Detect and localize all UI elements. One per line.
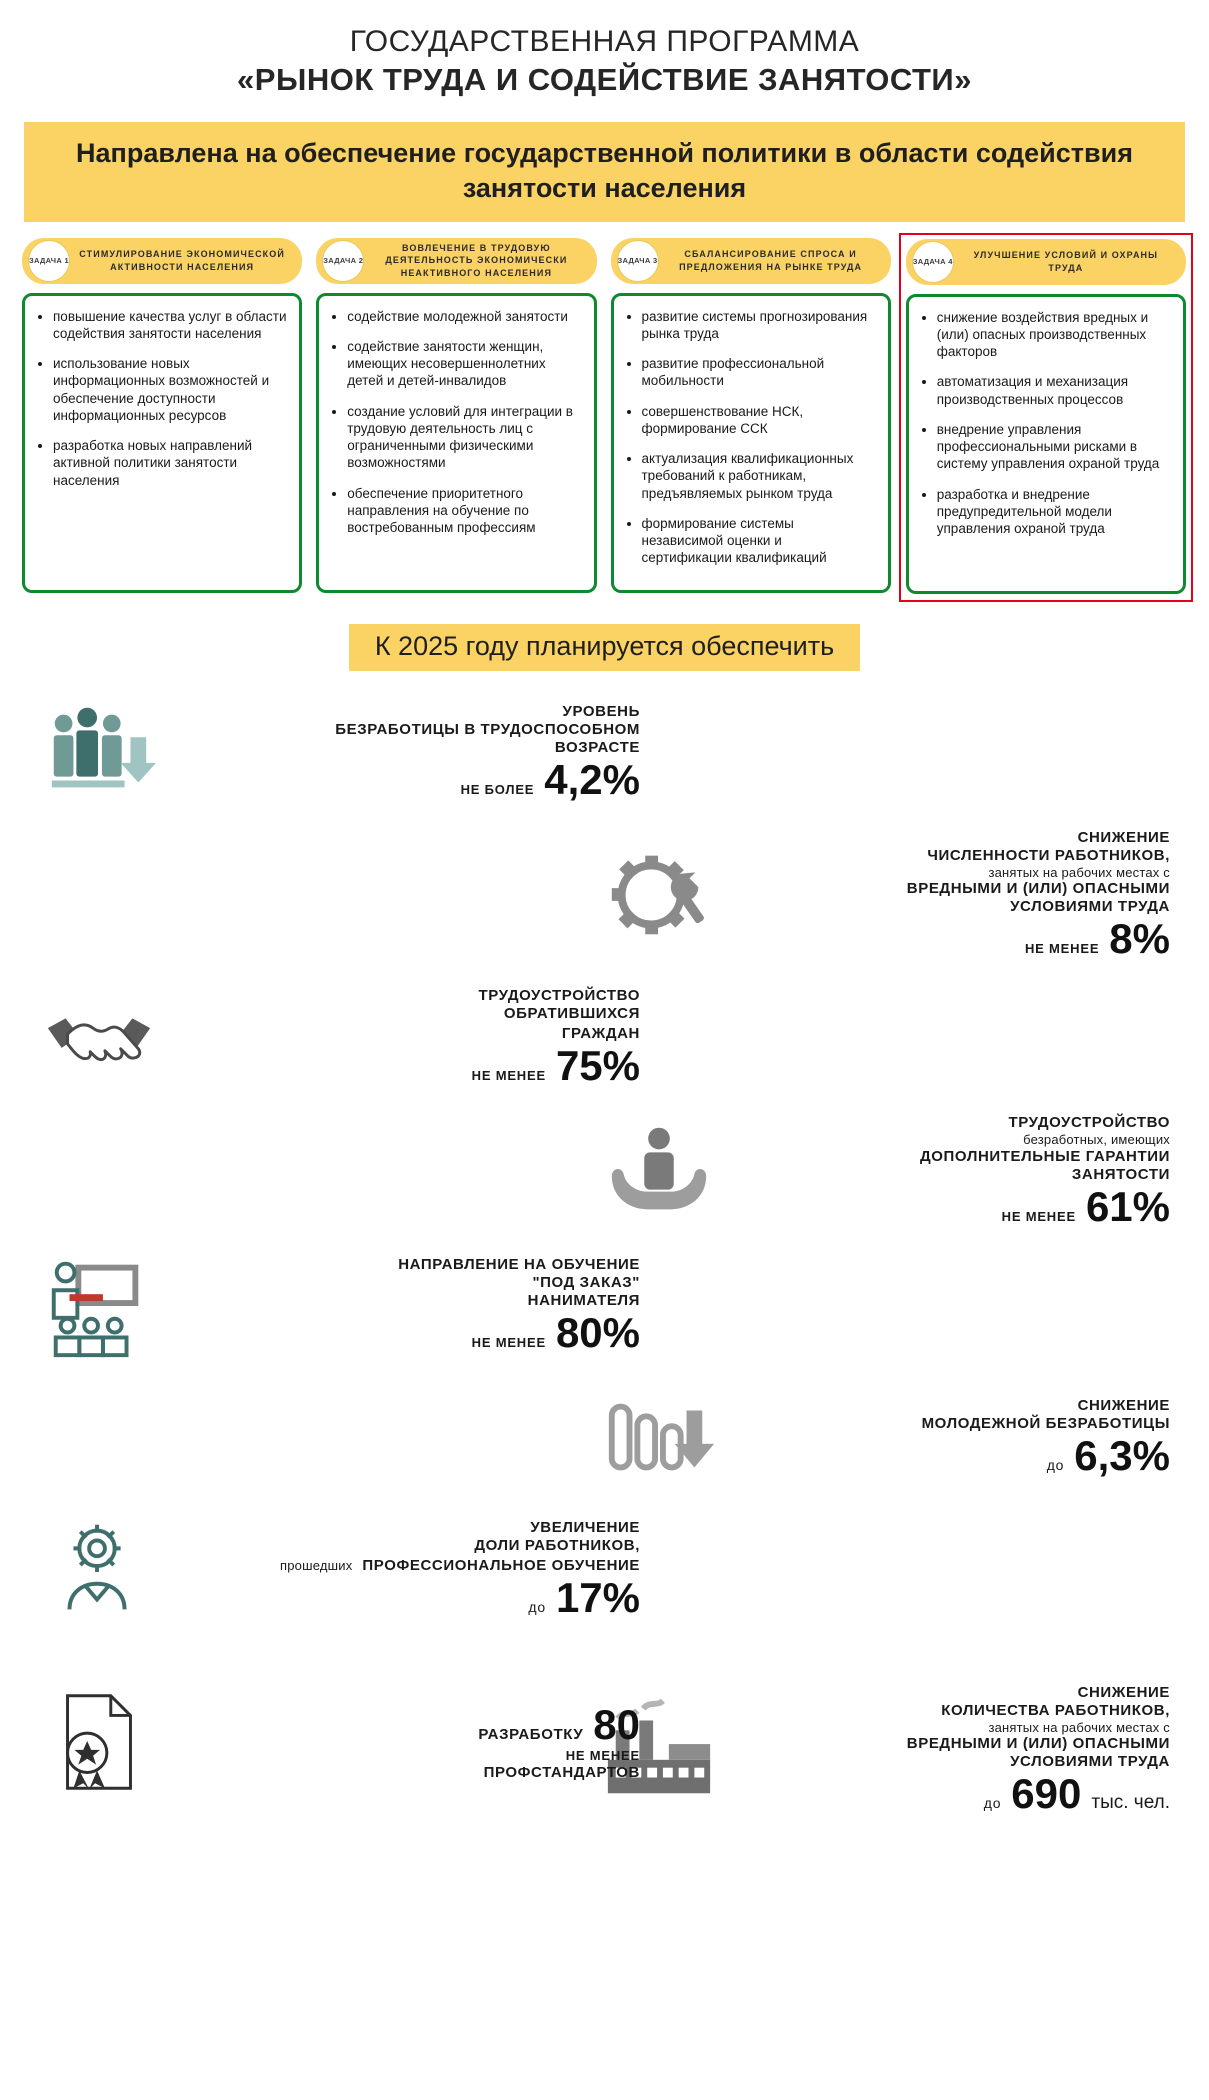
task-title-1: СТИМУЛИРОВАНИЕ ЭКОНОМИЧЕСКОЙ АКТИВНОСТИ НАСЕЛЕНИЯ [79,249,285,272]
indicator-training-on-demand [40,1250,640,1360]
handshake-icon [40,982,158,1092]
person-in-hands-icon [600,1116,718,1226]
indicator-youth-unemployment [600,1382,1170,1492]
indicator-harmful-workers-count [600,1684,1170,1816]
title-line-2: «РЫНОК ТРУДА И СОДЕЙСТВИЕ ЗАНЯТОСТИ» [237,61,972,97]
indicator-prefix: НЕ БОЛЕЕ [460,781,535,797]
people-arrow-down-icon [40,697,158,807]
task-item: • формирование системы независимой оценки и сертификации квалификаций [642,515,876,567]
task-badge-4: ЗАДАЧА 4 [912,241,954,283]
task-item: • разработка и внедрение предупредительной модели управления охраной труда [937,486,1171,538]
indicator-value: 61% [1085,1182,1170,1230]
indicator-line-2: ОБРАТИВШИХСЯ [503,1005,640,1023]
indicator-line-2: ПРОФСТАНДАРТОВ [483,1764,640,1782]
indicator-line-3: ГРАЖДАН [561,1025,640,1043]
task-item: • развитие профессиональной мобильности [642,355,876,390]
task-title-3: СБАЛАНСИРОВАНИЕ СПРОСА И ПРЕДЛОЖЕНИЯ НА РЫНКЕ ТРУДА [679,249,863,272]
indicator-text [732,829,1170,961]
task-body-3 [611,293,891,593]
indicator-additional-guarantees [600,1114,1170,1228]
task-item: • содействие молодежной занятости [347,308,581,325]
indicator-prefix: НЕ МЕНЕЕ [471,1068,546,1084]
indicator-line-4: ЗАНЯТОСТИ [1071,1165,1170,1183]
indicator-line-2: ДОЛИ РАБОТНИКОВ, [474,1536,640,1554]
indicator-line-4: ПРОФЕССИОНАЛЬНОЕ ОБУЧЕНИЕ [362,1556,640,1574]
indicator-prefix: НЕ МЕНЕЕ [1001,1208,1076,1224]
indicator-value: 4,2% [544,755,640,803]
indicator-value: 690 [1011,1770,1082,1818]
task-item: • обеспечение приоритетного направления на обучение по востребованным профессиям [347,485,581,537]
indicator-prefix: до [528,1598,546,1615]
subtitle-banner [24,122,1185,221]
task-item: • использование новых информационных возможностей и обеспечение доступности информационных ресурсов [53,355,287,424]
subtitle-banner-text: Направлена на обеспечение государственной политики в области содействия занятости населения [76,138,1133,203]
indicator-line-1: ТРУДОУСТРОЙСТВО [1008,1114,1170,1132]
indicator-line-3: занятых на рабочих местах с [988,1719,1170,1735]
indicator-line-1: УРОВЕНЬ [562,702,640,720]
task-header-3 [611,238,891,284]
task-header-1 [22,238,302,284]
indicator-line-2: ЧИСЛЕННОСТИ РАБОТНИКОВ, [927,846,1170,864]
indicator-text [732,1114,1170,1228]
indicator-line-2: "ПОД ЗАКАЗ" [532,1273,640,1291]
task-badge-3: ЗАДАЧА 3 [617,240,659,282]
task-item: • создание условий для интеграции в трудовую деятельность лиц с ограниченными физическими возможностями [347,403,581,472]
indicator-line-1: НАПРАВЛЕНИЕ НА ОБУЧЕНИЕ [398,1255,640,1273]
indicator-text [732,1397,1170,1477]
indicator-line-3: прошедших [279,1557,353,1573]
indicator-text [172,1519,640,1619]
task-card-3 [611,238,891,593]
gear-person-icon [40,1514,158,1624]
task-card-2 [316,238,596,593]
indicator-profstandards [40,1687,640,1797]
indicator-unemployment-level [40,697,640,807]
indicator-value: 8% [1109,915,1170,963]
indicator-value: 80 [593,1701,640,1749]
goal-banner: К 2025 году планируется обеспечить [349,624,860,671]
title-line-1: ГОСУДАРСТВЕННАЯ ПРОГРАММА [349,25,860,58]
task-item: • разработка новых направлений активной политики занятости населения [53,437,287,489]
task-body-2 [316,293,596,593]
task-item: • снижение воздействия вредных и (или) опасных производственных факторов [937,309,1171,361]
goal-banner-wrap [0,624,1209,671]
indicator-line-5: УСЛОВИЯМИ ТРУДА [1010,898,1170,916]
task-badge-2: ЗАДАЧА 2 [322,240,364,282]
task-header-2 [316,238,596,284]
task-item: • развитие системы прогнозирования рынка труда [642,308,876,343]
indicator-prefix: до [1046,1456,1065,1473]
task-item: • повышение качества услуг в области содействия занятости населения [53,308,287,343]
indicator-value: 17% [555,1573,640,1621]
indicator-line-2: БЕЗРАБОТИЦЫ В ТРУДОСПОСОБНОМ [335,720,640,738]
indicator-line-4: ВРЕДНЫМИ И (ИЛИ) ОПАСНЫМИ [906,1735,1170,1753]
classroom-teacher-icon [40,1250,158,1360]
indicator-value: 80% [555,1308,640,1356]
task-item: • актуализация квалификационных требований к работникам, предъявляемых рынком труда [642,450,876,502]
indicator-text [172,1702,640,1782]
task-badge-1: ЗАДАЧА 1 [28,240,70,282]
indicator-line-3: ВОЗРАСТЕ [554,738,640,756]
page-title [0,0,1209,108]
task-header-4 [906,239,1186,285]
indicator-line-2: безработных, имеющих [1023,1132,1170,1148]
task-body-1 [22,293,302,593]
indicator-line-3: НАНИМАТЕЛЯ [527,1291,640,1309]
task-item: • внедрение управления профессиональными рисками в систему управления охраной труда [937,421,1171,473]
indicator-line-4: ВРЕДНЫМИ И (ИЛИ) ОПАСНЫМИ [906,880,1170,898]
indicator-prefix: НЕ МЕНЕЕ [471,1334,546,1350]
task-item: • содействие занятости женщин, имеющих несовершеннолетних детей и детей-инвалидов [347,338,581,390]
indicator-line-1: ТРУДОУСТРОЙСТВО [478,987,640,1005]
task-body-4 [906,294,1186,594]
indicator-employment-applicants [40,982,640,1092]
indicator-value: 75% [555,1042,640,1090]
indicator-suffix: тыс. чел. [1091,1792,1170,1814]
certificate-icon [40,1687,158,1797]
indicator-line-1: СНИЖЕНИЕ [1077,828,1170,846]
indicator-line-1: СНИЖЕНИЕ [1077,1683,1170,1701]
indicator-line-3: занятых на рабочих местах с [988,864,1170,880]
gear-wrench-icon [600,839,718,949]
indicator-line-1: СНИЖЕНИЕ [1077,1396,1170,1414]
indicator-prefix: до [983,1795,1002,1812]
indicator-prefix: НЕ МЕНЕЕ [1024,941,1100,957]
indicator-line-2: МОЛОДЕЖНОЙ БЕЗРАБОТИЦЫ [921,1414,1170,1432]
indicator-text [732,1684,1170,1816]
indicator-line-1: УВЕЛИЧЕНИЕ [530,1518,640,1536]
task-title-2: ВОВЛЕЧЕНИЕ В ТРУДОВУЮ ДЕЯТЕЛЬНОСТЬ ЭКОНОМИЧЕСКИ НЕАКТИВНОГО НАСЕЛЕНИЯ [385,243,568,278]
task-item: • автоматизация и механизация производственных процессов [937,373,1171,408]
indicators-section [0,697,1209,1860]
indicator-line-5: УСЛОВИЯМИ ТРУДА [1010,1753,1170,1771]
bars-arrow-down-icon [600,1382,718,1492]
tasks-row [22,238,1187,602]
indicator-line-2: КОЛИЧЕСТВА РАБОТНИКОВ, [941,1701,1170,1719]
indicator-text [172,703,640,801]
indicator-value: 6,3% [1074,1431,1170,1479]
indicator-prefix: НЕ МЕНЕЕ [565,1748,640,1764]
indicator-line-1: РАЗРАБОТКУ [478,1726,584,1744]
indicator-text [172,987,640,1090]
indicator-professional-training [40,1514,640,1624]
indicator-harmful-conditions-share [600,829,1170,961]
task-item: • совершенствование НСК, формирование ССК [642,403,876,438]
task-card-4 [899,233,1193,602]
task-title-4: УЛУЧШЕНИЕ УСЛОВИЙ И ОХРАНЫ ТРУДА [973,250,1159,273]
indicator-line-3: ДОПОЛНИТЕЛЬНЫЕ ГАРАНТИИ [920,1147,1170,1165]
task-card-1 [22,238,302,593]
indicator-text [172,1256,640,1354]
